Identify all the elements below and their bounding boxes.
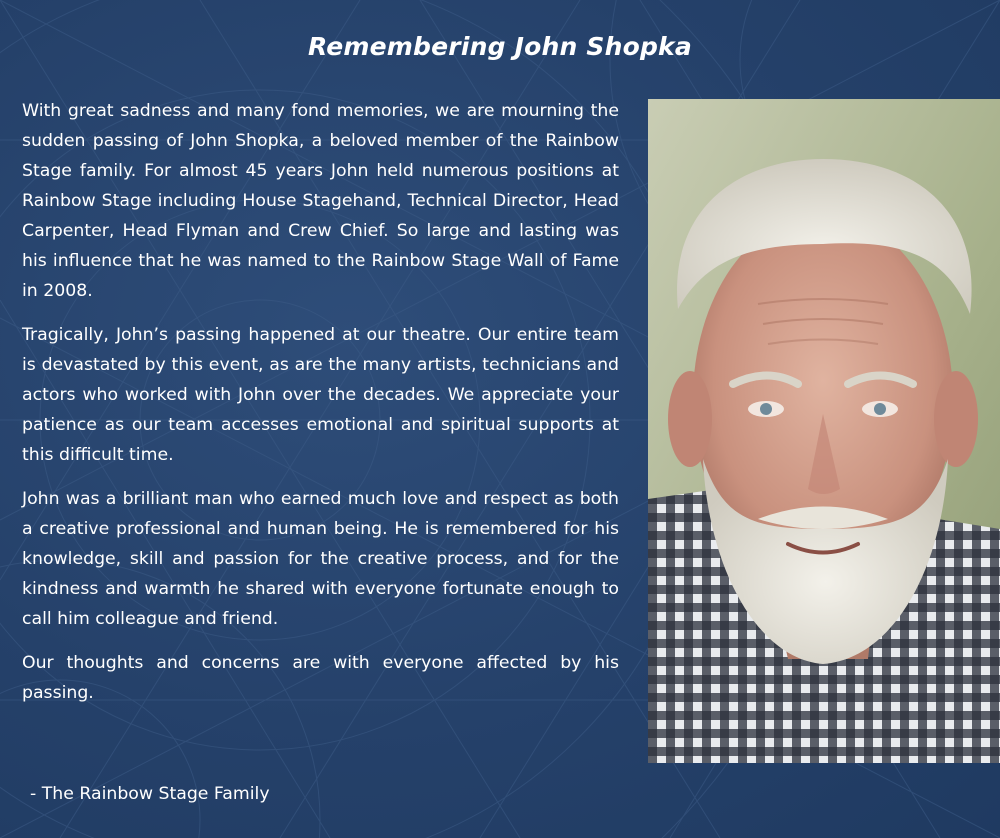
- signature: - The Rainbow Stage Family: [30, 784, 270, 804]
- portrait-photo: [648, 99, 1000, 763]
- paragraph-4: Our thoughts and concerns are with everyone affected by his passing.: [22, 653, 619, 703]
- memorial-text: [22, 96, 619, 722]
- page-title: Remembering John Shopka: [308, 32, 692, 61]
- paragraph-3: John was a brilliant man who earned much love and respect as both a creative professional and human being. He is remembered for his knowledge, skill and passion for the creative process, and for the kindness and warmth he shared with everyone fortunate enough to call him colleague and friend.: [22, 489, 619, 629]
- paragraph-1: With great sadness and many fond memories, we are mourning the sudden passing of John Shopka, a beloved member of the Rainbow Stage family. For almost 45 years John held numerous positions at Rainbow Stage including House Stagehand, Technical Director, Head Carpenter, Head Flyman and Crew Chief. So large and lasting was his influence that he was named to the Rainbow Stage Wall of Fame in 2008.: [22, 101, 619, 301]
- paragraph-2: Tragically, John’s passing happened at our theatre. Our entire team is devastated by this event, as are the many artists, technicians and actors who worked with John over the decades. We appreciate your patience as our team accesses emotional and spiritual supports at this difficult time.: [22, 325, 619, 465]
